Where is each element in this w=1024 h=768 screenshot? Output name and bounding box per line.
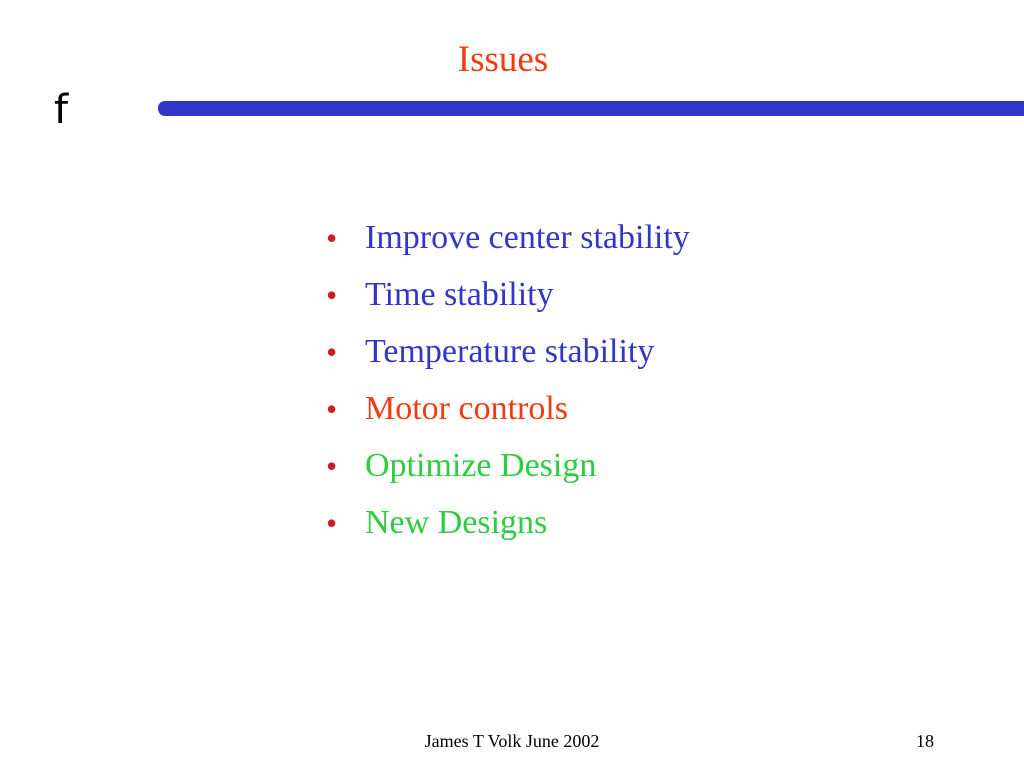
corner-glyph: f	[54, 87, 69, 133]
title-rule	[158, 101, 1024, 116]
bullet-text: Temperature stability	[365, 333, 655, 370]
footer-author: James T Volk June 2002	[424, 731, 600, 751]
bullet-marker: •	[326, 334, 338, 370]
bullet-text: New Designs	[365, 504, 548, 541]
page-number: 18	[916, 731, 934, 751]
footer	[0, 728, 1024, 758]
bullet-marker: •	[326, 448, 338, 484]
bullet-marker: •	[326, 277, 338, 313]
bullet-marker: •	[326, 391, 338, 427]
bullet-text: Optimize Design	[365, 447, 597, 484]
bullet-marker: •	[326, 220, 338, 256]
bullet-text: Time stability	[365, 276, 554, 313]
bullet-text: Improve center stability	[365, 219, 690, 256]
bullet-text: Motor controls	[365, 390, 569, 427]
slide-title: Issues	[457, 39, 549, 80]
bullet-marker: •	[326, 505, 338, 541]
